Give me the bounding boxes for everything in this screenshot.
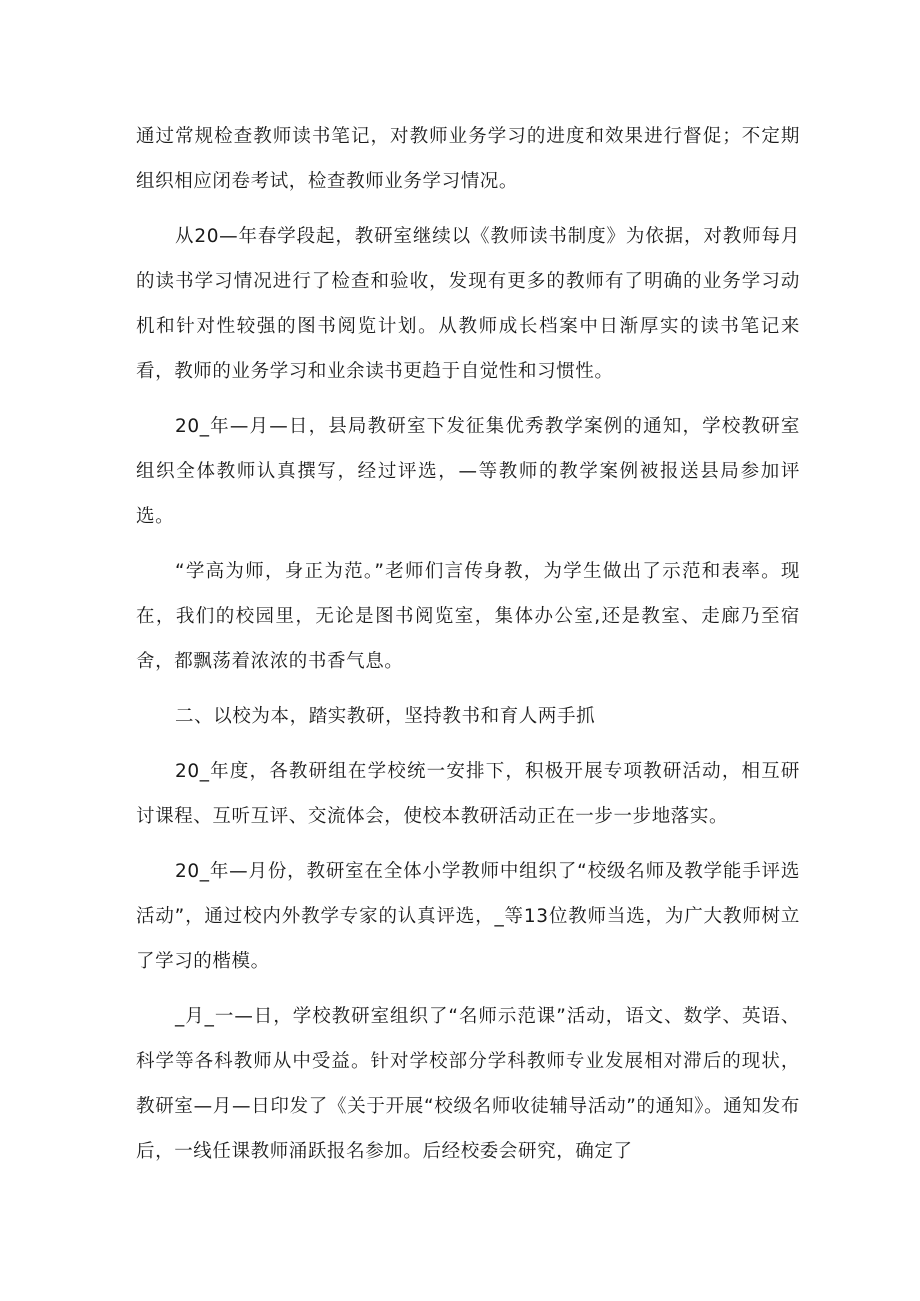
paragraph-teaching-cases: 20_年—月—日，县局教研室下发征集优秀教学案例的通知，学校教研室组织全体教师认真撰写，经过评选，—等教师的教学案例被报送县局参加评选。 bbox=[136, 416, 800, 527]
paragraph-reading-system: 从20—年春学段起，教研室继续以《教师读书制度》为依据，对教师每月的读书学习情况进行了检查和验收，发现有更多的教师有了明确的业务学习动机和针对性较强的图书阅览计划。从教师成长档案中日渐厚实的读书笔记来看，教师的业务学习和业余读书更趋于自觉性和习惯性。 bbox=[136, 226, 800, 382]
paragraph-demonstration-class: _月_一—日，学校教研室组织了“名师示范课”活动，语文、数学、英语、科学等各科教师从中受益。针对学校部分学科教师专业发展相对滞后的现状，教研室—月—日印发了《关于开展“校级名师收徒辅导活动”的通知》。通知发布后，一线任课教师涌跃报名参加。后经校委会研究，确定了 bbox=[136, 1006, 800, 1162]
paragraph-famous-teachers-selection: 20_年—月份，教研室在全体小学教师中组织了“校级名师及教学能手评选活动”，通过校内外教学专家的认真评选，_等13位教师当选，为广大教师树立了学习的楷模。 bbox=[136, 861, 800, 972]
document-body bbox=[136, 114, 800, 1174]
paragraph-role-models: “学高为师，身正为范。”老师们言传身教，为学生做出了示范和表率。现在，我们的校园里，无论是图书阅览室，集体办公室,还是教室、走廊乃至宿舍，都飘荡着浓浓的书香气息。 bbox=[136, 561, 800, 672]
section-heading-two: 二、以校为本，踏实教研，坚持教书和育人两手抓 bbox=[175, 706, 596, 727]
paragraph-annual-research: 20_年度，各教研组在学校统一安排下，积极开展专项教研活动，相互研讨课程、互听互评、交流体会，使校本教研活动正在一步一步地落实。 bbox=[136, 761, 800, 827]
paragraph-reading-notes-check: 通过常规检查教师读书笔记，对教师业务学习的进度和效果进行督促；不定期组织相应闭卷考试，检查教师业务学习情况。 bbox=[136, 126, 800, 192]
